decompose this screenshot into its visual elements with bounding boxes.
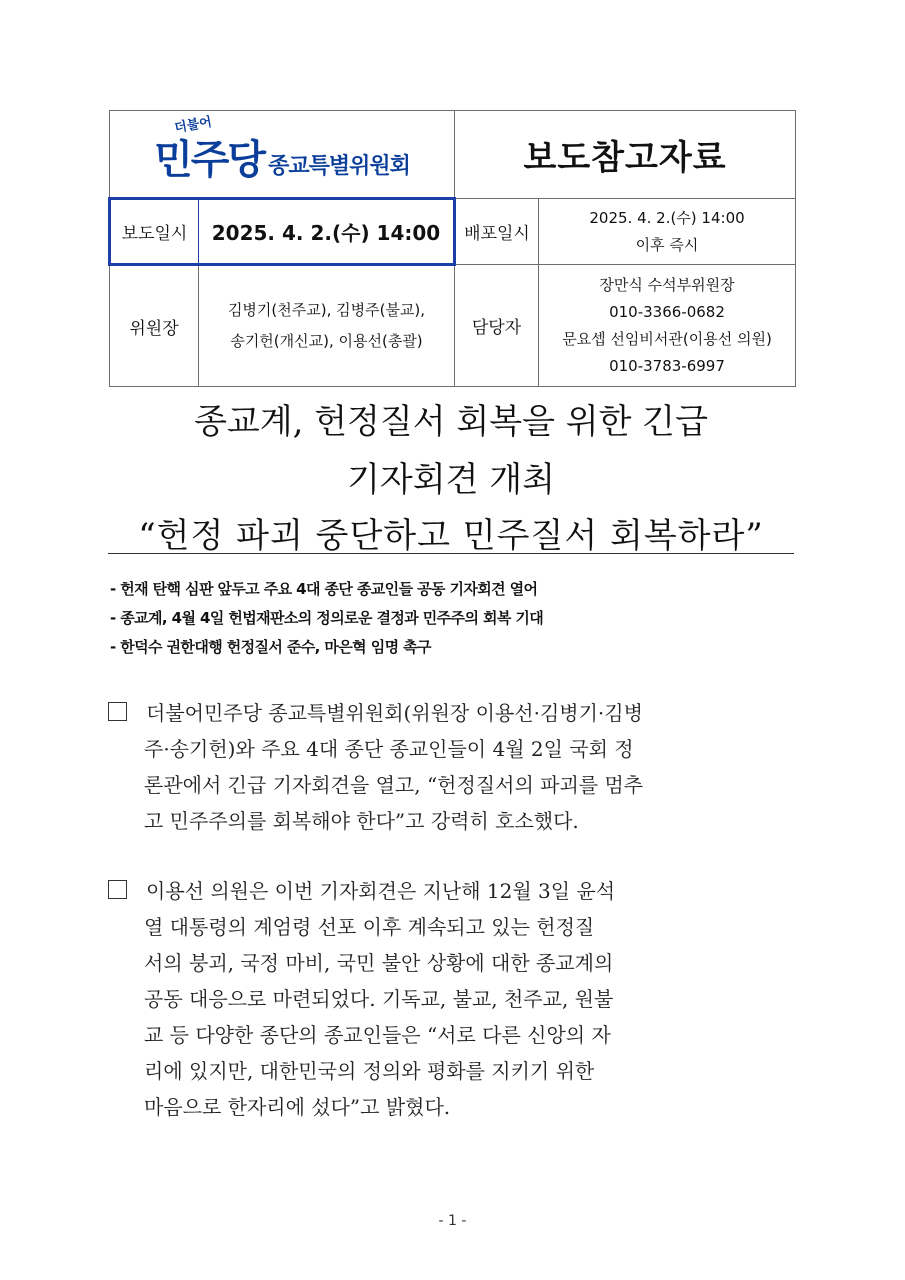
report-date: 2025. 4. 2.(수) 14:00 [211,221,441,245]
paragraph-line: 열 대통령의 계엄령 선포 이후 계속되고 있는 헌정질 [144,915,595,939]
contact-line-1: 장만식 수석부위원장 [599,275,735,294]
paragraph-line: 마음으로 한자리에 섰다”고 밝혔다. [144,1095,451,1119]
title-line-3: “헌정 파괴 중단하고 민주질서 회복하라” [138,516,764,556]
paragraph-line: 리에 있지만, 대한민국의 정의와 평화를 지키기 위한 [144,1059,595,1083]
paragraph-line: 교 등 다양한 종단의 종교인들은 “서로 다른 신앙의 자 [144,1023,611,1047]
paragraph-2 [108,873,804,1125]
summary-bullet: - 한덕수 권한대행 헌정질서 준수, 마은혁 임명 촉구 [110,638,431,656]
page-number: - 1 - [438,1213,467,1229]
release-label: 배포일시 [464,224,530,244]
checkbox-square-icon [108,880,127,899]
party-logo [154,114,410,185]
header-table [108,110,796,387]
title-line-2: 기자회견 개최 [347,460,555,500]
logo-main-text: 민주당 [154,137,265,183]
contact-label: 담당자 [471,318,522,338]
paragraph-line: 공동 대응으로 마련되었다. 기독교, 불교, 천주교, 원불 [144,987,614,1011]
title-divider [108,553,794,554]
paragraph-line: 더불어민주당 종교특별위원회(위원장 이용선·김병기·김병 [146,701,643,725]
doc-type: 보도참고자료 [523,138,727,178]
logo-small-text: 더불어 [173,114,214,137]
chair-label: 위원장 [129,318,179,339]
paragraph-1 [108,695,804,839]
report-date-label-cell [110,199,199,265]
release-line-2: 이후 즉시 [635,235,699,254]
checkbox-square-icon [108,702,127,721]
paragraph-line: 서의 붕괴, 국정 마비, 국민 불안 상황에 대한 종교계의 [144,951,614,975]
logo-sub-text: 종교특별위원회 [268,154,410,179]
paragraph-line: 고 민주주의를 회복해야 한다”고 강력히 호소했다. [144,809,579,833]
title-line-1: 종교계, 헌정질서 회복을 위한 긴급 [194,402,708,442]
chair-cell [199,265,455,387]
report-date-cell [199,199,455,265]
paragraph-line: 주·송기헌)와 주요 4대 종단 종교인들이 4월 2일 국회 정 [144,737,634,761]
release-line-1: 2025. 4. 2.(수) 14:00 [589,208,745,227]
report-date-label: 보도일시 [121,224,188,244]
summary-bullet: - 헌재 탄핵 심판 앞두고 주요 4대 종단 종교인들 공동 기자회견 열어 [110,580,538,598]
release-date-cell [539,199,796,265]
contact-line-2: 010-3366-0682 [609,302,725,321]
chair-line-2: 송기헌(개신교), 이용선(총괄) [230,332,423,350]
summary-bullets [110,575,800,662]
chair-label-cell [110,265,199,387]
contact-label-cell [455,265,539,387]
contact-line-3: 문요셉 선임비서관(이용선 의원) [562,329,772,348]
contact-cell [539,265,796,387]
release-label-cell [455,199,539,265]
doc-type-cell [455,111,796,199]
summary-bullet: - 종교계, 4월 4일 헌법재판소의 정의로운 결정과 민주주의 회복 기대 [110,609,544,627]
paragraph-line: 론관에서 긴급 기자회견을 열고, “헌정질서의 파괴를 멈추 [144,773,644,797]
chair-line-1: 김병기(천주교), 김병주(불교), [227,301,426,319]
contact-line-4: 010-3783-6997 [609,356,725,375]
logo-cell [110,111,455,199]
paragraph-line: 이용선 의원은 이번 기자회견은 지난해 12월 3일 윤석 [146,879,616,903]
